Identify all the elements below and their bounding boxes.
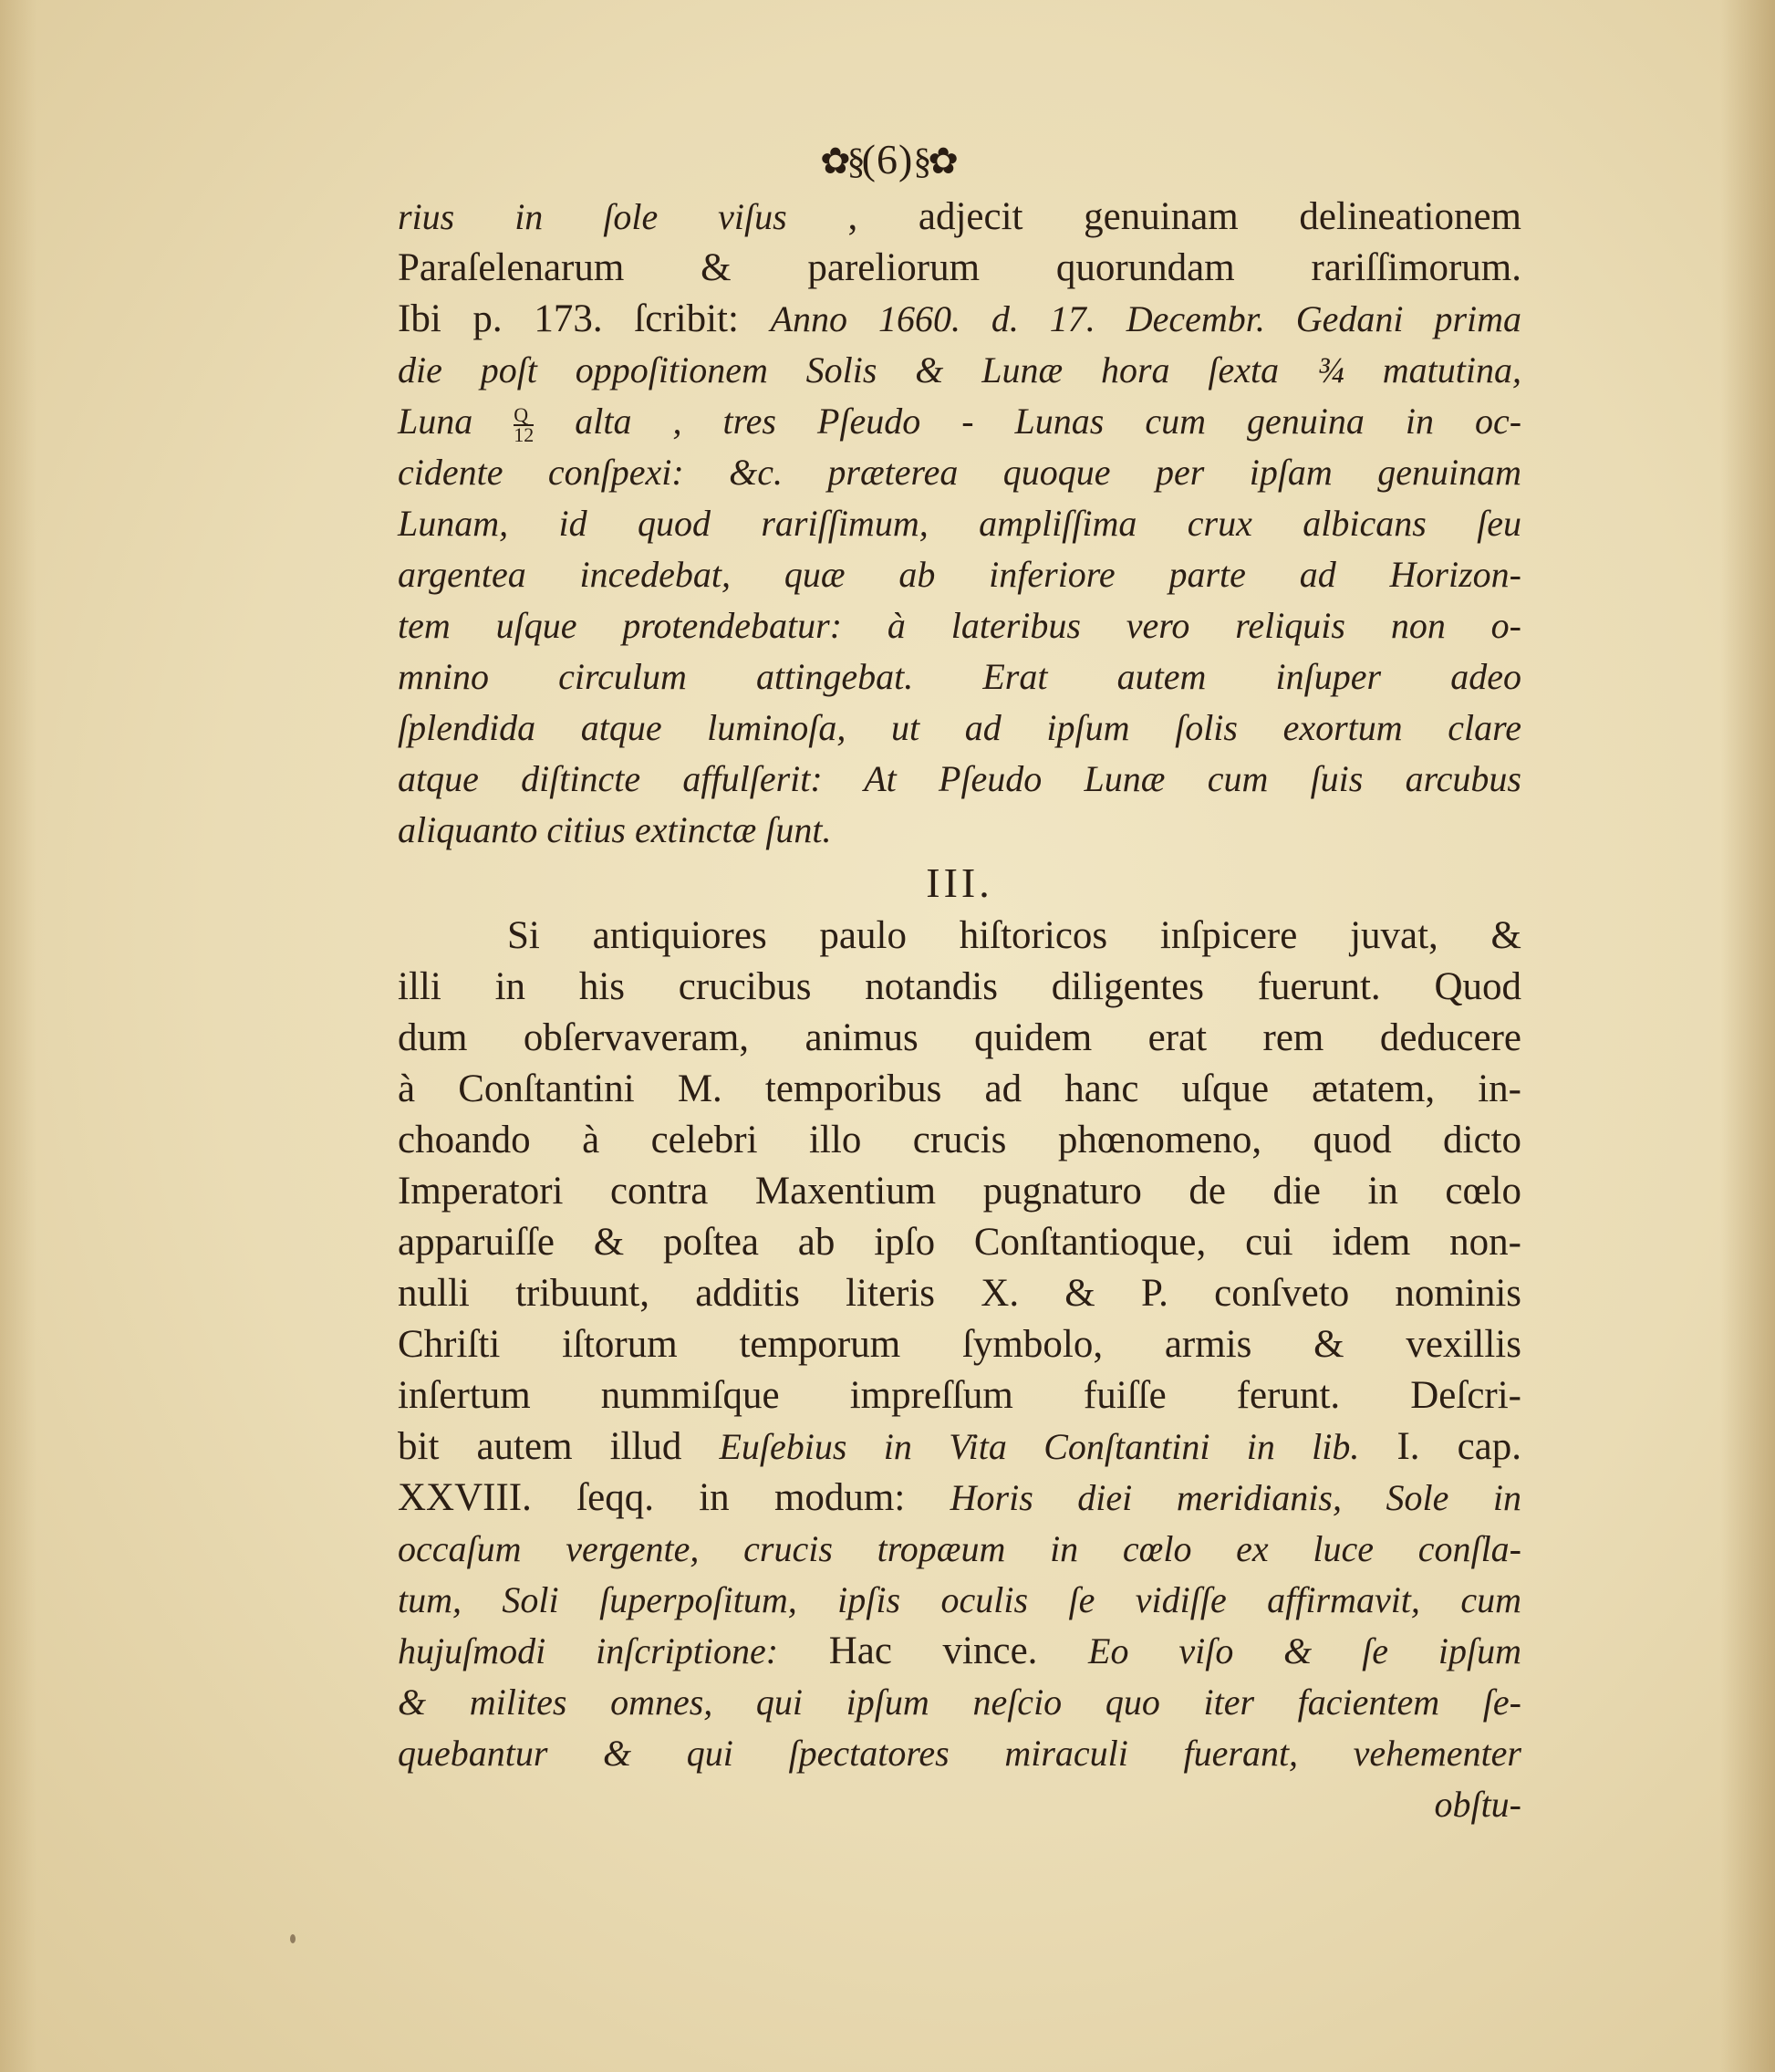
text-line: Imperatori contra Maxentium pugnaturo de die in cœlo	[398, 1170, 1521, 1213]
text-line: Si antiquiores paulo hiſtoricos inſpicere juvat, &	[507, 914, 1521, 957]
text-line: à Conſtantini M. temporibus ad hanc uſque ætatem, in-	[398, 1067, 1521, 1110]
text-line: ſplendida atque luminoſa, ut ad ipſum ſolis exortum clare	[398, 707, 1521, 748]
ornament-right-icon: §✿	[913, 141, 955, 182]
fraction: $\frac{Q}{12}$	[514, 402, 535, 446]
text-line: aliquanto citius extinctæ ſunt.	[398, 809, 832, 850]
text-line: occaſum vergente, crucis tropæum in cœlo ex luce conſla-	[398, 1528, 1521, 1569]
text-line: Ibi p. 173. ſcribit: Anno 1660. d. 17. Decembr. Gedani prima	[398, 297, 1522, 340]
text-line: quebantur & qui ſpectatores miraculi fuerant, vehementer	[398, 1733, 1521, 1774]
catchword: obſtu-	[1434, 1784, 1521, 1825]
text-line: choando à celebri illo crucis phœnomeno, quod dicto	[398, 1119, 1521, 1161]
section-number: III.	[926, 859, 993, 906]
text-line: atque diſtincte affulſerit: At Pſeudo Lunæ cum ſuis arcubus	[398, 758, 1521, 799]
text-line: argentea incedebat, quæ ab inferiore parte ad Horizon-	[398, 554, 1521, 595]
text-line: bit autem illud Euſebius in Vita Conſtantini in lib. I. cap.	[398, 1425, 1521, 1468]
page-number: (6)	[861, 136, 914, 182]
text-line: Lunam, id quod rariſſimum, ampliſſima crux albicans ſeu	[398, 503, 1521, 544]
text-line: & milites omnes, qui ipſum neſcio quo iter facientem ſe-	[398, 1682, 1521, 1723]
paragraph-continuation	[398, 192, 1521, 1830]
text-line: apparuiſſe & poſtea ab ipſo Conſtantioque, cui idem non-	[398, 1221, 1521, 1264]
text-line: rius in ſole viſus , adjecit genuinam delineationem	[398, 195, 1522, 238]
text-line: dum obſervaveram, animus quidem erat rem deducere	[398, 1016, 1521, 1059]
text-line: inſertum nummiſque impreſſum fuiſſe ferunt. Deſcri-	[398, 1374, 1521, 1417]
text-line: die poſt oppoſitionem Solis & Lunæ hora ſexta ¾ matutina,	[398, 349, 1521, 390]
text-line: Paraſelenarum & pareliorum quorundam rariſſimorum.	[398, 246, 1521, 289]
text-line: nulli tribuunt, additis literis X. & P. conſveto nominis	[398, 1272, 1521, 1315]
text-line: XXVIII. ſeqq. in modum: Horis diei meridianis, Sole in	[398, 1476, 1522, 1519]
ink-blot	[290, 1934, 296, 1943]
text-line: tum, Soli ſuperpoſitum, ipſis oculis ſe vidiſſe affirmavit, cum	[398, 1579, 1521, 1620]
text-line: Luna $\frac{Q}{12}$ alta , tres Pſeudo - Lunas cum genuina in oc-	[398, 401, 1522, 446]
text-line: tem uſque protendebatur: à lateribus vero reliquis non o-	[398, 605, 1521, 646]
ornament-left-icon: ✿§	[820, 141, 862, 182]
text-line: cidente conſpexi: &c. præterea quoque per ipſam genuinam	[398, 452, 1521, 493]
text-line: Chriſti iſtorum temporum ſymbolo, armis & vexillis	[398, 1323, 1521, 1366]
page-edge-shadow-right	[1720, 0, 1775, 2072]
page-edge-shadow-left	[0, 0, 36, 2072]
text-line: illi in his crucibus notandis diligentes fuerunt. Quod	[398, 965, 1521, 1008]
text-line: hujuſmodi inſcriptione: Hac vince. Eo viſo & ſe ipſum	[398, 1629, 1522, 1672]
page-header	[0, 135, 1775, 183]
text-line: mnino circulum attingebat. Erat autem inſuper adeo	[398, 656, 1521, 697]
